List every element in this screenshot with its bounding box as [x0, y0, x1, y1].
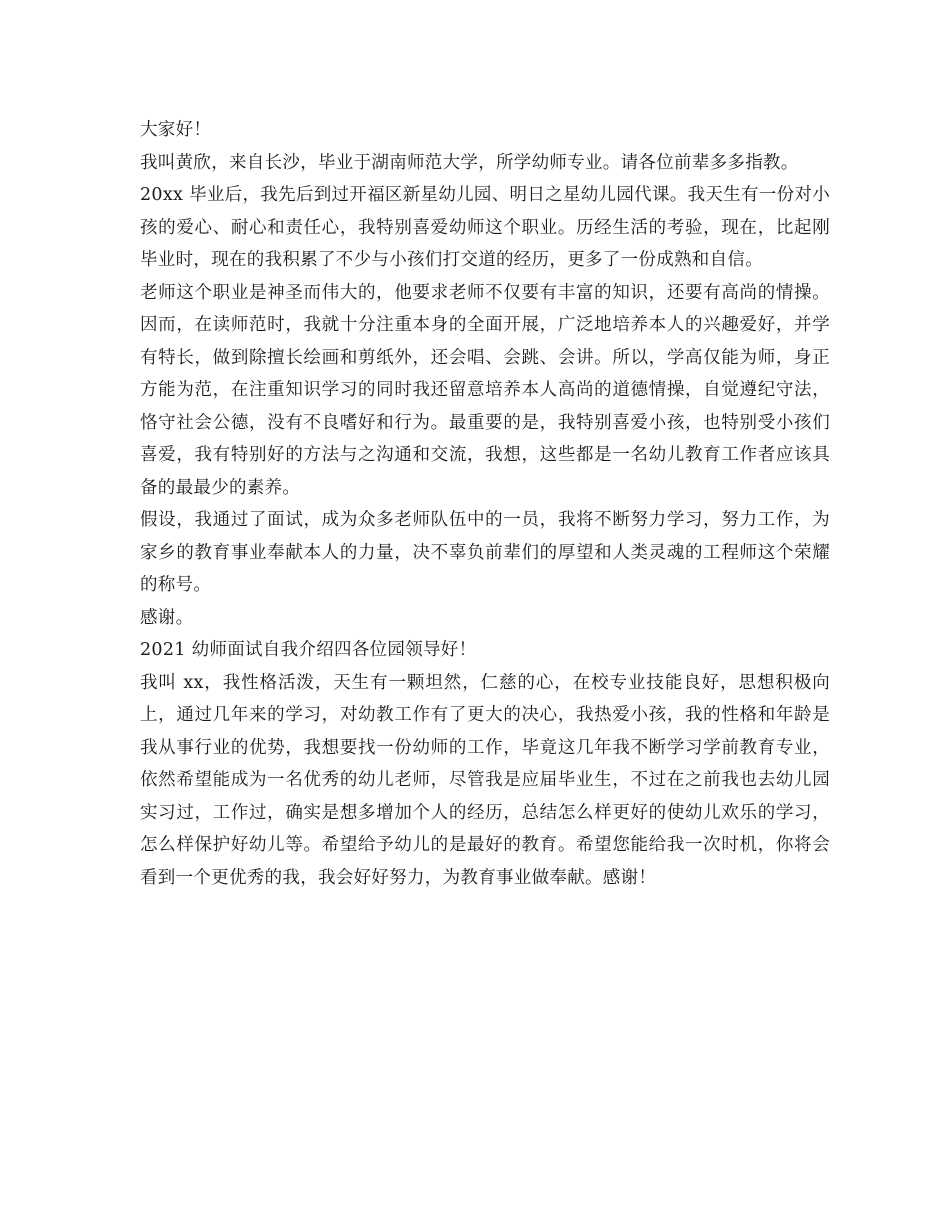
greeting-paragraph: 大家好！ [140, 120, 212, 140]
second-intro-paragraph: 我叫 xx，我性格活泼，天生有一颗坦然，仁慈的心，在校专业技能良好，思想积极向上，通过几年来的学习，对幼教工作有了更大的决心，我热爱小孩，我的性格和年龄是我从事行业的优势，我想要找一份幼师的工作，毕竟这几年我不断学习学前教育专业，依然希望能成为一名优秀的幼儿老师，尽管我是应届毕业生，不过在之前我也去幼儿园实习过，工作过，确实是想多增加个人的经历，总结怎么样更好的使幼儿欢乐的学习，怎么样保护好幼儿等。希望给予幼儿的是最好的教育。希望您能给我一次时机，你将会看到一个更优秀的我，我会好好努力，为教育事业做奉献。感谢！ [140, 672, 830, 888]
document-body [140, 114, 830, 894]
section-heading: 2021 幼师面试自我介绍四各位园领导好！ [140, 640, 477, 660]
experience-paragraph: 20xx 毕业后，我先后到过开福区新星幼儿园、明日之星幼儿园代课。我天生有一份对小孩的爱心、耐心和责任心，我特别喜爱幼师这个职业。历经生活的考验，现在，比起刚毕业时，现在的我积累了不少与小孩们打交道的经历，更多了一份成熟和自信。 [140, 185, 830, 270]
profession-paragraph: 老师这个职业是神圣而伟大的，他要求老师不仅要有丰富的知识，还要有高尚的情操。因而，在读师范时，我就十分注重本身的全面开展，广泛地培养本人的兴趣爱好，并学有特长，做到除擅长绘画和剪纸外，还会唱、会跳、会讲。所以，学高仅能为师，身正方能为范，在注重知识学习的同时我还留意培养本人高尚的道德情操，自觉遵纪守法，恪守社会公德，没有不良嗜好和行为。最重要的是，我特别喜爱小孩，也特别受小孩们喜爱，我有特别好的方法与之沟通和交流，我想，这些都是一名幼儿教育工作者应该具备的最最少的素养。 [140, 282, 830, 498]
intro-paragraph: 我叫黄欣，来自长沙，毕业于湖南师范大学，所学幼师专业。请各位前辈多多指教。 [140, 152, 799, 173]
commitment-paragraph: 假设，我通过了面试，成为众多老师队伍中的一员，我将不断努力学习，努力工作，为家乡的教育事业奉献本人的力量，决不辜负前辈们的厚望和人类灵魂的工程师这个荣耀的称号。 [140, 510, 830, 595]
thanks-paragraph: 感谢。 [140, 607, 194, 628]
